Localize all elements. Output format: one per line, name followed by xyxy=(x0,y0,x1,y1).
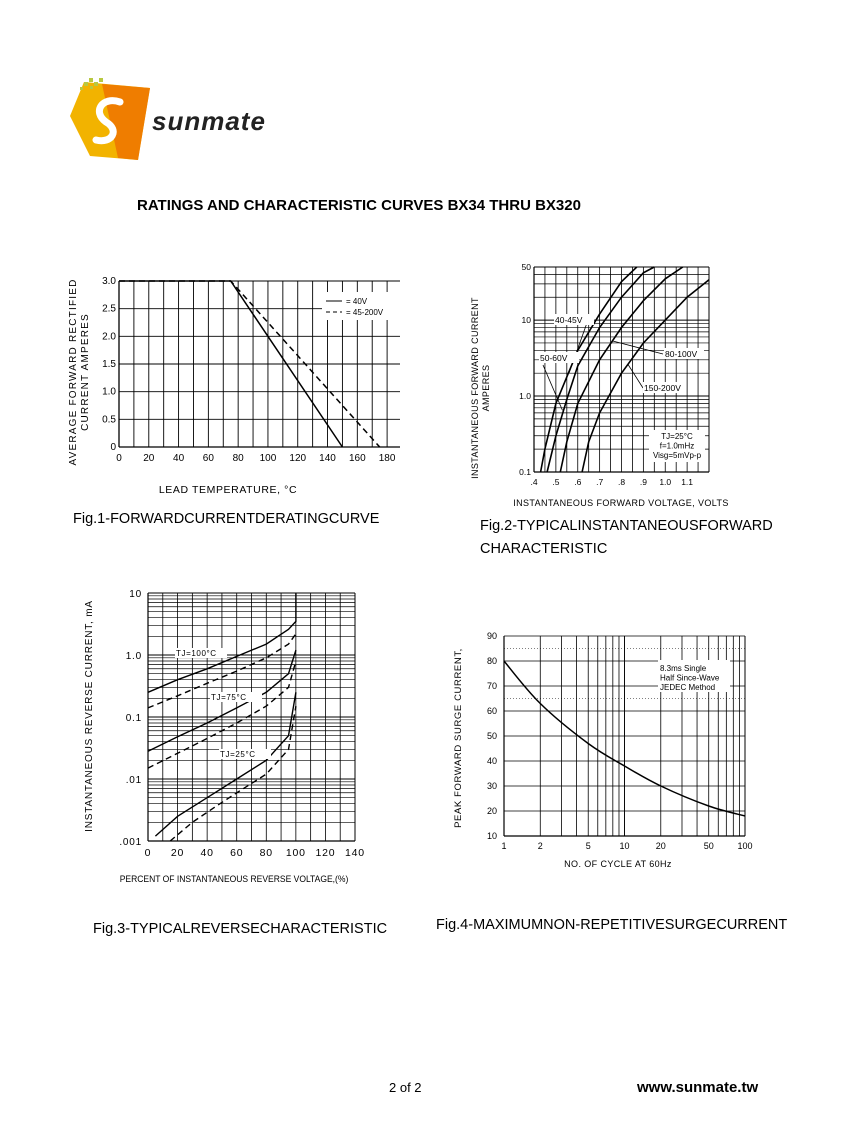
sunmate-logo xyxy=(62,78,332,168)
y-tick-label: .01 xyxy=(125,775,142,786)
y-tick-label: 30 xyxy=(486,781,497,791)
x-tick-label: 1.0 xyxy=(659,477,672,487)
x-axis-title: INSTANTANEOUS FORWARD VOLTAGE, VOLTS xyxy=(513,498,729,508)
x-tick-label: .5 xyxy=(552,477,560,487)
y-tick-label: 60 xyxy=(486,706,497,716)
annotation-text: JEDEC Method xyxy=(660,683,716,692)
y-tick-label: 2.5 xyxy=(102,303,116,315)
brand-name: sunmate xyxy=(152,106,266,136)
x-tick-label: 100 xyxy=(259,453,277,464)
y-tick-label: 20 xyxy=(486,806,497,816)
x-tick-label: 100 xyxy=(285,847,306,859)
curve-label: TJ=100°C xyxy=(176,649,217,658)
curve-label: TJ=25°C xyxy=(220,750,256,759)
y-tick-label: 2.0 xyxy=(102,331,116,343)
y-tick-label: 1.0 xyxy=(102,386,116,398)
y-axis-title: INSTANTANEOUS REVERSE CURRENT, mA xyxy=(84,600,95,832)
x-axis-title: LEAD TEMPERATURE, °C xyxy=(158,484,298,496)
y-tick-label: 50 xyxy=(486,731,497,741)
x-axis-title: NO. OF CYCLE AT 60Hz xyxy=(564,859,672,869)
fig2-caption-line2: CHARACTERISTIC xyxy=(480,541,608,557)
annotation-text: 8.3ms Single xyxy=(660,664,707,673)
x-tick-label: .4 xyxy=(530,477,538,487)
y-tick-label: 80 xyxy=(486,656,497,666)
chart-fig2 xyxy=(463,258,753,514)
fig2-caption-line1: Fig.2-TYPICALINSTANTANEOUSFORWARD xyxy=(480,518,773,534)
x-tick-label: 80 xyxy=(259,847,273,859)
x-tick-label: 0 xyxy=(144,847,152,859)
x-tick-label: .6 xyxy=(574,477,582,487)
website-url: www.sunmate.tw xyxy=(637,1079,759,1096)
annotation-text: f=1.0mHz xyxy=(659,441,695,451)
x-tick-label: 20 xyxy=(170,847,185,859)
x-tick-label: 20 xyxy=(655,841,666,851)
curve-label: 40-45V xyxy=(555,315,583,325)
logo-mark-icon xyxy=(70,78,150,160)
x-tick-label: 40 xyxy=(200,847,214,859)
chart-fig1 xyxy=(60,262,400,502)
page-number: 2 of 2 xyxy=(389,1080,422,1095)
annotation-text: Half Since-Wave xyxy=(660,673,720,683)
y-tick-label: .001 xyxy=(119,837,142,848)
fig3-caption: Fig.3-TYPICALREVERSECHARACTERISTIC xyxy=(93,921,388,937)
x-tick-label: .7 xyxy=(596,477,604,487)
x-tick-label: 80 xyxy=(232,453,244,464)
legend-label: = 40V xyxy=(346,297,368,306)
x-tick-label: 140 xyxy=(319,453,336,464)
x-tick-label: 20 xyxy=(143,453,155,464)
y-axis-title: CURRENT AMPERES xyxy=(80,313,91,431)
y-tick-label: 10 xyxy=(486,831,497,841)
fig1-caption: Fig.1-FORWARDCURRENTDERATINGCURVE xyxy=(73,511,380,527)
y-tick-label: 1.0 xyxy=(125,651,142,662)
x-tick-label: 1.1 xyxy=(681,477,694,487)
x-tick-label: .8 xyxy=(617,477,626,487)
series-line-50-60V xyxy=(547,267,654,472)
y-tick-label: 90 xyxy=(486,631,497,641)
x-tick-label: .9 xyxy=(639,477,647,487)
y-tick-label: 3.0 xyxy=(102,276,116,287)
y-tick-label: 1.5 xyxy=(102,359,116,370)
x-tick-label: 50 xyxy=(703,841,714,851)
curve-label: TJ=75°C xyxy=(211,693,247,702)
curve-label: 50-60V xyxy=(540,353,568,363)
annotation-text: TJ=25°C xyxy=(661,432,693,441)
x-tick-label: 160 xyxy=(348,453,366,464)
x-axis-title: PERCENT OF INSTANTANEOUS REVERSE VOLTAGE,(%) xyxy=(119,873,349,885)
chart-fig4 xyxy=(448,626,758,871)
x-tick-label: 140 xyxy=(345,847,365,859)
y-tick-label: 0.1 xyxy=(519,467,531,477)
y-tick-label: 70 xyxy=(486,681,497,691)
y-tick-label: 10 xyxy=(129,589,142,600)
x-tick-label: 5 xyxy=(585,841,591,851)
x-tick-label: 40 xyxy=(173,453,185,464)
x-tick-label: 120 xyxy=(289,453,307,464)
curve-label: 150-200V xyxy=(644,383,681,393)
y-tick-label: 0.1 xyxy=(125,713,142,724)
x-tick-label: 180 xyxy=(378,453,396,464)
y-tick-label: 50 xyxy=(521,262,531,272)
x-tick-label: 10 xyxy=(619,841,630,851)
curve-leader xyxy=(628,365,643,388)
x-tick-label: 60 xyxy=(230,847,244,859)
y-axis-title: PEAK FORWARD SURGE CURRENT, xyxy=(453,648,464,828)
chart-fig3 xyxy=(74,584,384,889)
x-tick-label: 1 xyxy=(501,841,507,851)
annotation-text: Visg=5mVp-p xyxy=(652,451,702,460)
y-tick-label: 0.5 xyxy=(102,414,116,426)
y-axis-title: AMPERES xyxy=(481,364,491,412)
x-tick-label: 120 xyxy=(315,847,336,859)
x-tick-label: 0 xyxy=(116,453,122,464)
x-tick-label: 2 xyxy=(537,841,543,851)
x-tick-label: 100 xyxy=(737,841,753,851)
y-tick-label: 40 xyxy=(486,756,497,766)
page-title: RATINGS AND CHARACTERISTIC CURVES BX34 THRU BX320 xyxy=(137,197,581,214)
curve-label: 80-100V xyxy=(665,349,698,359)
y-axis-title: AVERAGE FORWARD RECTIFIED xyxy=(68,278,79,466)
legend-label: = 45-200V xyxy=(346,308,384,317)
x-tick-label: 60 xyxy=(202,453,214,464)
y-axis-title: INSTANTANEOUS FORWARD CURRENT xyxy=(470,297,480,479)
y-tick-label: 0 xyxy=(110,442,116,453)
y-tick-label: 10 xyxy=(521,315,531,326)
y-tick-label: 1.0 xyxy=(519,391,531,402)
fig4-caption: Fig.4-MAXIMUMNON-REPETITIVESURGECURRENT xyxy=(436,917,788,933)
